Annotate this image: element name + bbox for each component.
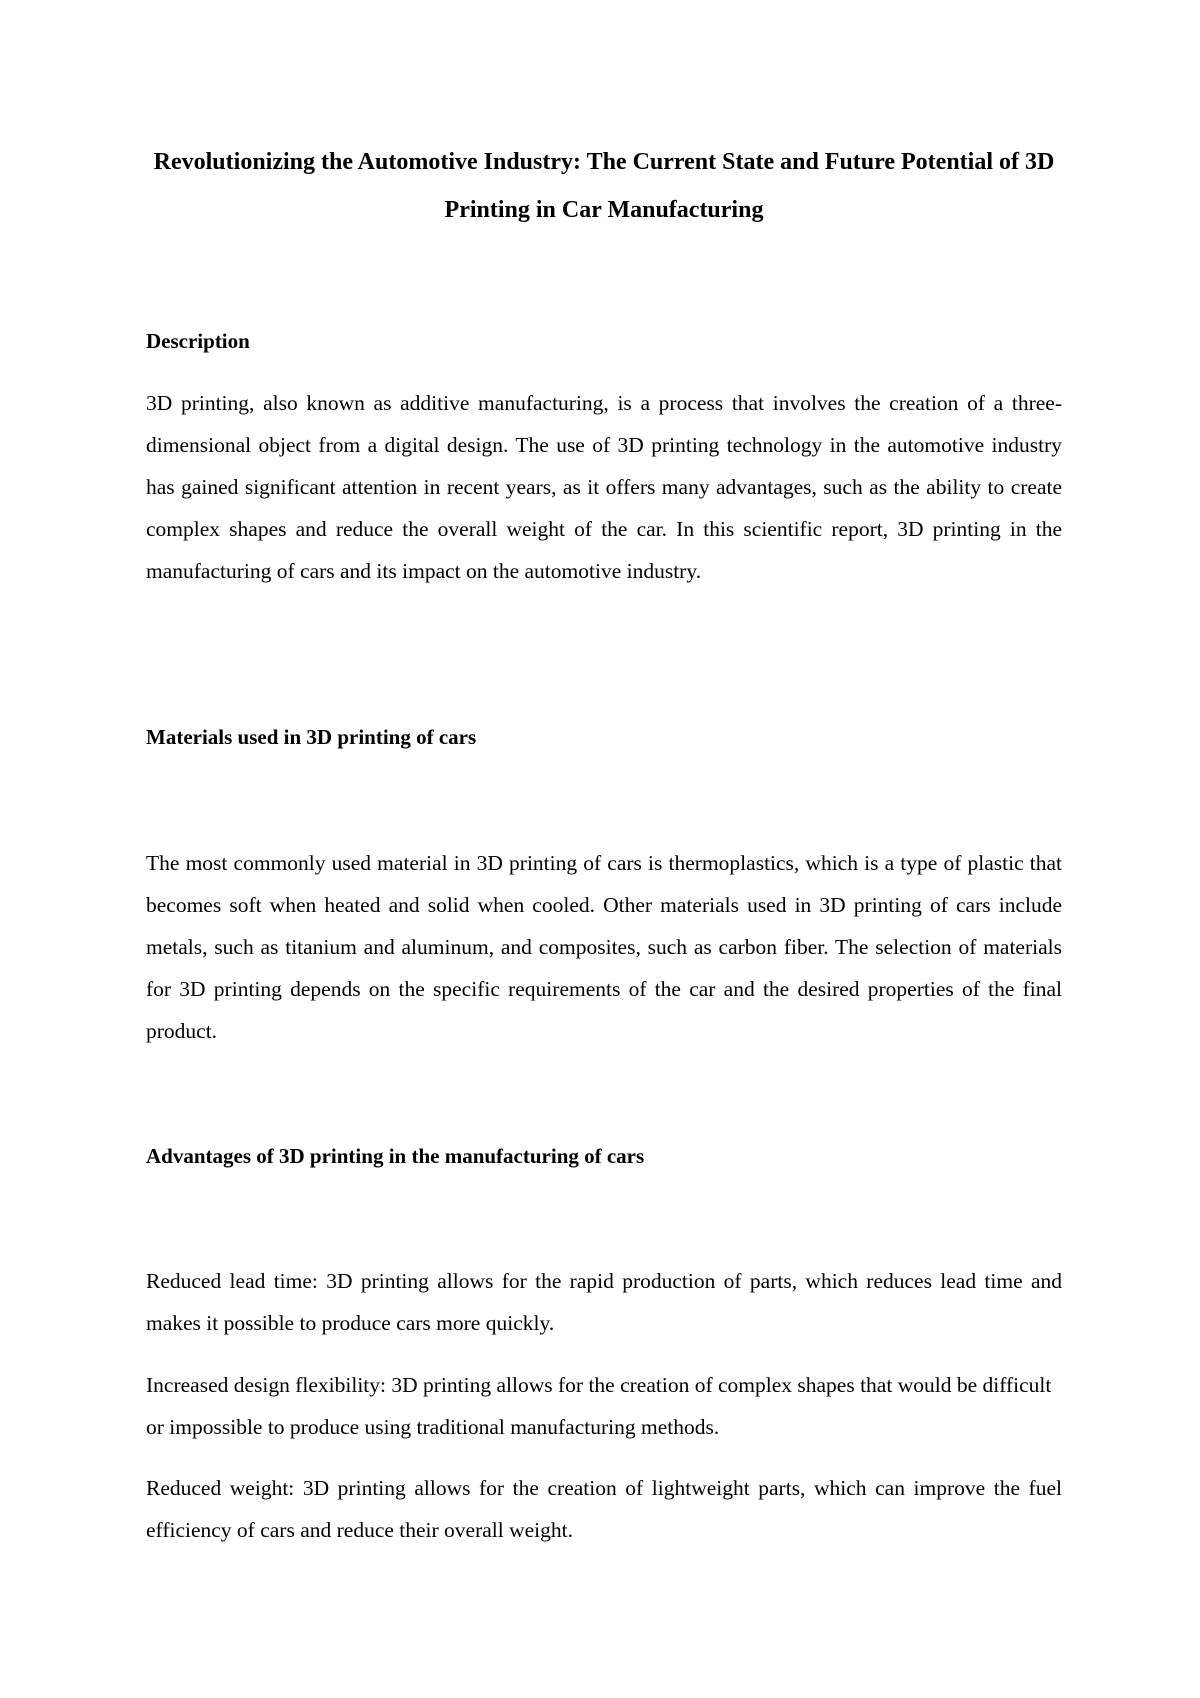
advantages-heading: Advantages of 3D printing in the manufacturing of cars: [146, 1144, 645, 1168]
advantage-item-design-flexibility: Increased design flexibility: 3D printing allows for the creation of complex shapes that would be difficult or impossible to produce using traditional manufacturing methods.: [146, 1373, 1052, 1439]
document-title: Revolutionizing the Automotive Industry: The Current State and Future Potential of 3D Printing in Car Manufacturing: [153, 149, 1055, 223]
advantage-item-reduced-weight: Reduced weight: 3D printing allows for the creation of lightweight parts, which can improve the fuel efficiency of cars and reduce their overall weight.: [146, 1476, 1062, 1542]
description-heading: Description: [146, 329, 250, 353]
materials-heading: Materials used in 3D printing of cars: [146, 725, 477, 749]
materials-paragraph: The most commonly used material in 3D printing of cars is thermoplastics, which is a type of plastic that becomes soft when heated and solid when cooled. Other materials used in 3D printing of cars include metals, such as titanium and aluminum, and composites, such as carbon fiber. The selection of materials for 3D printing depends on the specific requirements of the car and the desired properties of the final product.: [146, 851, 1062, 1043]
description-paragraph: 3D printing, also known as additive manufacturing, is a process that involves the creation of a three-dimensional object from a digital design. The use of 3D printing technology in the automotive industry has gained significant attention in recent years, as it offers many advantages, such as the ability to create complex shapes and reduce the overall weight of the car. In this scientific report, 3D printing in the manufacturing of cars and its impact on the automotive industry.: [146, 391, 1062, 583]
advantage-item-lead-time: Reduced lead time: 3D printing allows for the rapid production of parts, which reduces lead time and makes it possible to produce cars more quickly.: [146, 1269, 1062, 1335]
